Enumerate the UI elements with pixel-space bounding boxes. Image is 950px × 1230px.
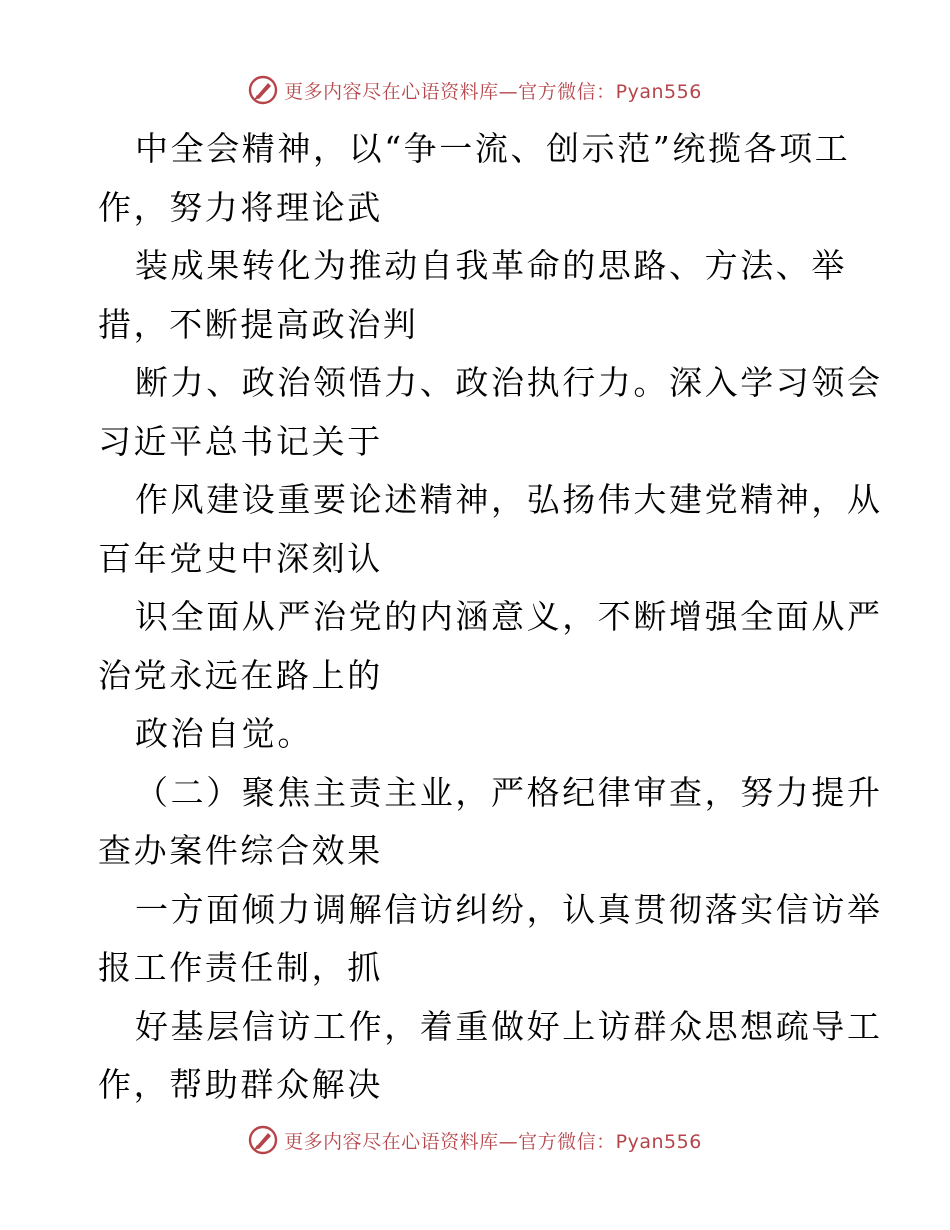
text-line: 作，努力将理论武 bbox=[98, 187, 383, 227]
text-line: 好基层信访工作，着重做好上访群众思想疏导工 bbox=[135, 1006, 883, 1046]
text-line: 作风建设重要论述精神，弘扬伟大建党精神，从 bbox=[135, 480, 883, 519]
text-line: 报工作责任制，抓 bbox=[98, 948, 383, 987]
text-line: 治党永远在路上的 bbox=[98, 655, 383, 695]
document-body bbox=[98, 120, 883, 1115]
text-line: 查办案件综合效果 bbox=[98, 831, 383, 870]
text-line: 断力、政治领悟力、政治执行力。深入学习领会 bbox=[135, 363, 883, 402]
text-line: 作，帮助群众解决 bbox=[98, 1065, 383, 1104]
brand-logo-icon bbox=[248, 1125, 278, 1155]
header-banner-text: 更多内容尽在心语资料库—官方微信：Pyan556 bbox=[284, 80, 702, 103]
text-line: 措，不断提高政治判 bbox=[98, 304, 419, 344]
text-line: 中全会精神，以“争一流、创示范”统揽各项工 bbox=[135, 129, 851, 168]
text-line: 识全面从严治党的内涵意义，不断增强全面从严 bbox=[135, 597, 883, 636]
text-line: （二）聚焦主责主业，严格纪律审查，努力提升 bbox=[135, 772, 883, 812]
text-line: 习近平总书记关于 bbox=[98, 421, 383, 461]
footer-banner bbox=[0, 1122, 950, 1158]
text-line: 一方面倾力调解信访纠纷，认真贯彻落实信访举 bbox=[135, 889, 883, 929]
footer-banner-text: 更多内容尽在心语资料库—官方微信：Pyan556 bbox=[284, 1130, 702, 1153]
text-line: 百年党史中深刻认 bbox=[98, 538, 383, 578]
text-line: 政治自觉。 bbox=[135, 714, 313, 753]
text-line: 装成果转化为推动自我革命的思路、方法、举 bbox=[135, 246, 847, 285]
header-banner bbox=[0, 72, 950, 108]
brand-logo-icon bbox=[248, 75, 278, 105]
